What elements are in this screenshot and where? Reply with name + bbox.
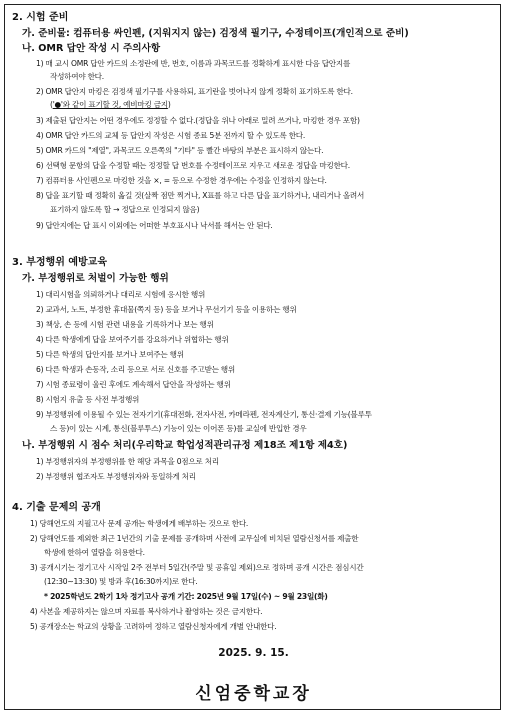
s4-item-3-cont: (12:30~13:30) 및 방과 후(16:30까지)로 한다.: [44, 577, 198, 586]
s2-item-7: 7) 컴퓨터용 사인펜으로 마킹한 것을 ×, = 등으로 수정한 경우에는 수정을 인정하지 않는다.: [36, 176, 327, 185]
s4-item-3: 3) 공개시기는 정기고사 시작일 2주 전부터 5일간(주말 및 공휴일 제외)으로 정하며 공개 시간은 점심시간: [30, 563, 364, 572]
s3-item-2: 2) 교과서, 노트, 부정한 휴대물(쪽지 등) 등을 보거나 무선기기 등을 이용하는 행위: [36, 305, 297, 314]
section-4-title: 4. 기출 문제의 공개: [12, 502, 101, 513]
section-2-title: 2. 시험 준비: [12, 12, 69, 23]
s2-item-2-cont: ('●'와 같이 표기할 것, 예비마킹 금지): [50, 100, 171, 109]
s2-item-1-cont: 작성하여야 한다.: [50, 72, 104, 81]
s3-item-9-cont: 스 등)이 있는 시계, 통신(블루투스) 기능이 있는 이어폰 등)를 교실에 반입한 경우: [50, 424, 307, 433]
s3-item-3: 3) 책상, 손 등에 시험 관련 내용을 기록하거나 보는 행위: [36, 320, 214, 329]
section-3-title: 3. 부정행위 예방교육: [12, 257, 107, 268]
s3-na-item-2: 2) 부정행위 협조자도 부정행위자와 동일하게 처리: [36, 472, 196, 481]
s2-item-8-cont: 표기하지 않도록 할 → 정답으로 인정되지 않음): [50, 205, 200, 214]
s3-item-9: 9) 부정행위에 이용될 수 있는 전자기기(휴대전화, 전자사전, 카메라펜, 전자계산기, 통신·결제 기능(블루투: [36, 410, 372, 419]
s2-item-3: 3) 제출된 답안지는 어떤 경우에도 정정할 수 없다.(정답을 위나 아래로 밀려 쓰거나, 마킹한 경우 포함): [36, 116, 360, 125]
s2-item-2: 2) OMR 답안지 마킹은 검정색 필기구를 사용하되, 표기란을 벗어나지 않게 정확히 표기하도록 한다.: [36, 87, 353, 96]
s3-item-8: 8) 시험지 유출 등 사전 부정행위: [36, 395, 140, 404]
s3-item-5: 5) 다른 학생의 답안지를 보거나 보여주는 행위: [36, 350, 184, 359]
s2-item-5: 5) OMR 카드의 "제열", 과목코드 오른쪽의 "기타" 등 빨간 바탕의 부분은 표시하지 않는다.: [36, 146, 324, 155]
s3-item-6: 6) 다른 학생과 손동작, 소리 등으로 서로 신호를 주고받는 행위: [36, 365, 235, 374]
s3-item-1: 1) 대리시험을 의뢰하거나 대리로 시험에 응시한 행위: [36, 290, 206, 299]
document-date: 2025. 9. 15.: [218, 647, 289, 659]
section-3-na: 나. 부정행위 시 점수 처리(우리학교 학업성적관리규정 제18조 제1항 제4호): [22, 440, 348, 451]
s4-exam-period: * 2025학년도 2학기 1차 정기고사 공개 기간: 2025년 9월 17일(수) ~ 9월 23일(화): [44, 592, 328, 601]
s2-item-2-note: '●'와 같이 표기할 것, 예비마킹 금지: [52, 100, 168, 109]
s4-item-2: 2) 당해연도를 제외한 최근 1년간의 기출 문제를 공개하며 사전에 교무실에 비치된 열람신청서를 제출한: [30, 534, 359, 543]
school-principal: 신엄중학교장: [195, 684, 312, 704]
s2-item-8: 8) 답을 표기할 때 정확히 옮길 것(살짝 점만 찍거나, X표를 하고 다른 답을 표기하거나, 내리거나 올려서: [36, 191, 365, 200]
s2-item-9: 9) 답안지에는 답 표시 이외에는 어떠한 부호표시나 낙서를 해서는 안 된다.: [36, 221, 273, 230]
s4-item-5: 5) 공개장소는 학교의 상황을 고려하여 정하고 열람신청자에게 개별 안내한다.: [30, 622, 277, 631]
s2-item-6: 6) 선택형 문항의 답을 수정할 때는 정정할 답 번호를 수정테이프로 지우고 새로운 정답을 마킹한다.: [36, 161, 350, 170]
s3-item-4: 4) 다른 학생에게 답을 보여주기를 강요하거나 위협하는 행위: [36, 335, 229, 344]
section-2-na: 나. OMR 답안 작성 시 주의사항: [22, 43, 161, 54]
s4-item-4: 4) 사본을 제공하지는 않으며 자료를 복사하거나 촬영하는 것은 금지한다.: [30, 607, 263, 616]
section-3-ga: 가. 부정행위로 처벌이 가능한 행위: [22, 273, 169, 284]
s4-item-2-cont: 학생에 한하여 열람을 허용한다.: [44, 548, 145, 557]
s3-na-item-1: 1) 부정행위자의 부정행위를 한 해당 과목을 0점으로 처리: [36, 457, 219, 466]
s2-item-1: 1) 매 교시 OMR 답안 카드의 소정란에 반, 번호, 이름과 과목코드를 정확하게 표시한 다음 답안지를: [36, 59, 351, 68]
s4-item-1: 1) 당해연도의 지필고사 문제 공개는 학생에게 배부하는 것으로 한다.: [30, 519, 249, 528]
s2-item-4: 4) OMR 답안 카드의 교체 등 답안지 작성은 시험 종료 5분 전까지 할 수 있도록 한다.: [36, 131, 306, 140]
section-2-ga: 가. 준비물: 컴퓨터용 싸인펜, (지워지지 않는) 검정색 필기구, 수정테이프(개인적으로 준비): [22, 28, 409, 39]
s3-item-7: 7) 시험 종료령이 울린 후에도 계속해서 답안을 작성하는 행위: [36, 380, 231, 389]
